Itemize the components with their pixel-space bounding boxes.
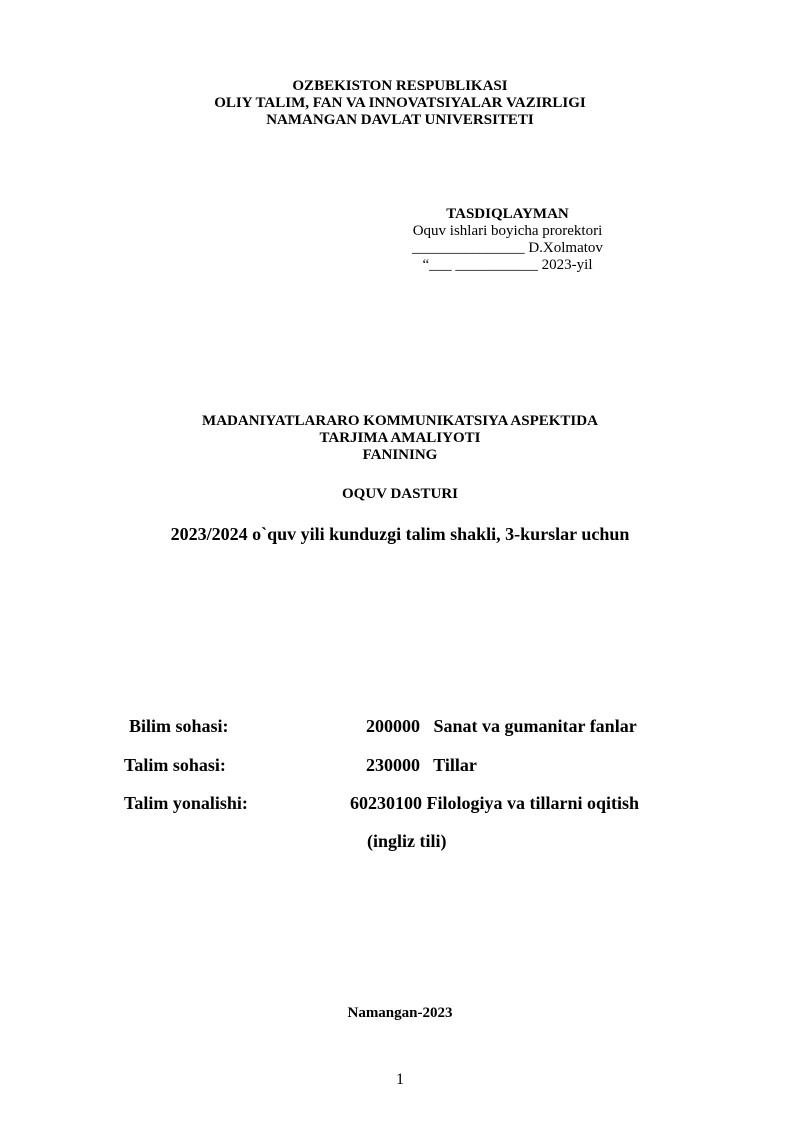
course-title-line-3: FANINING — [362, 447, 438, 463]
field-label: Bilim sohasi: — [129, 716, 229, 736]
field-row-language — [0, 831, 800, 853]
approval-title: TASDIQLAYMAN — [446, 206, 569, 222]
field-row-education-area — [0, 755, 800, 777]
header-country: OZBEKISTON RESPUBLIKASI — [292, 78, 508, 94]
field-label: Talim sohasi: — [124, 755, 226, 775]
footer-city-year: Namangan-2023 — [347, 1005, 453, 1021]
header-ministry: OLIY TALIM, FAN VA INNOVATSIYALAR VAZIRLIGI — [214, 95, 586, 111]
document-header — [0, 78, 800, 129]
header-university: NAMANGAN DAVLAT UNIVERSITETI — [266, 112, 534, 128]
field-row-knowledge-area — [0, 716, 800, 738]
approval-date-line: “___ ___________ 2023-yil — [422, 257, 593, 273]
course-title — [0, 413, 800, 464]
course-title-line-2: TARJIMA AMALIYOTI — [319, 430, 481, 446]
page-number: 1 — [396, 1071, 404, 1088]
field-row-education-direction — [0, 793, 800, 815]
approval-position: Oquv ishlari boyicha prorektori — [412, 223, 603, 239]
field-value: 200000 Sanat va gumanitar fanlar — [366, 716, 637, 736]
course-title-line-1: MADANIYATLARARO KOMMUNIKATSIYA ASPEKTIDA — [202, 413, 598, 429]
field-value: (ingliz tili) — [367, 831, 447, 851]
field-label: Talim yonalishi: — [124, 793, 248, 813]
academic-year-line: 2023/2024 o`quv yili kunduzgi talim shakli, 3-kurslar uchun — [170, 524, 630, 544]
approval-signature-line: _______________ D.Xolmatov — [412, 240, 603, 256]
field-value: 60230100 Filologiya va tillarni oqitish — [350, 793, 640, 813]
field-value: 230000 Tillar — [366, 755, 477, 775]
program-title: OQUV DASTURI — [342, 486, 458, 502]
approval-block — [380, 206, 635, 274]
